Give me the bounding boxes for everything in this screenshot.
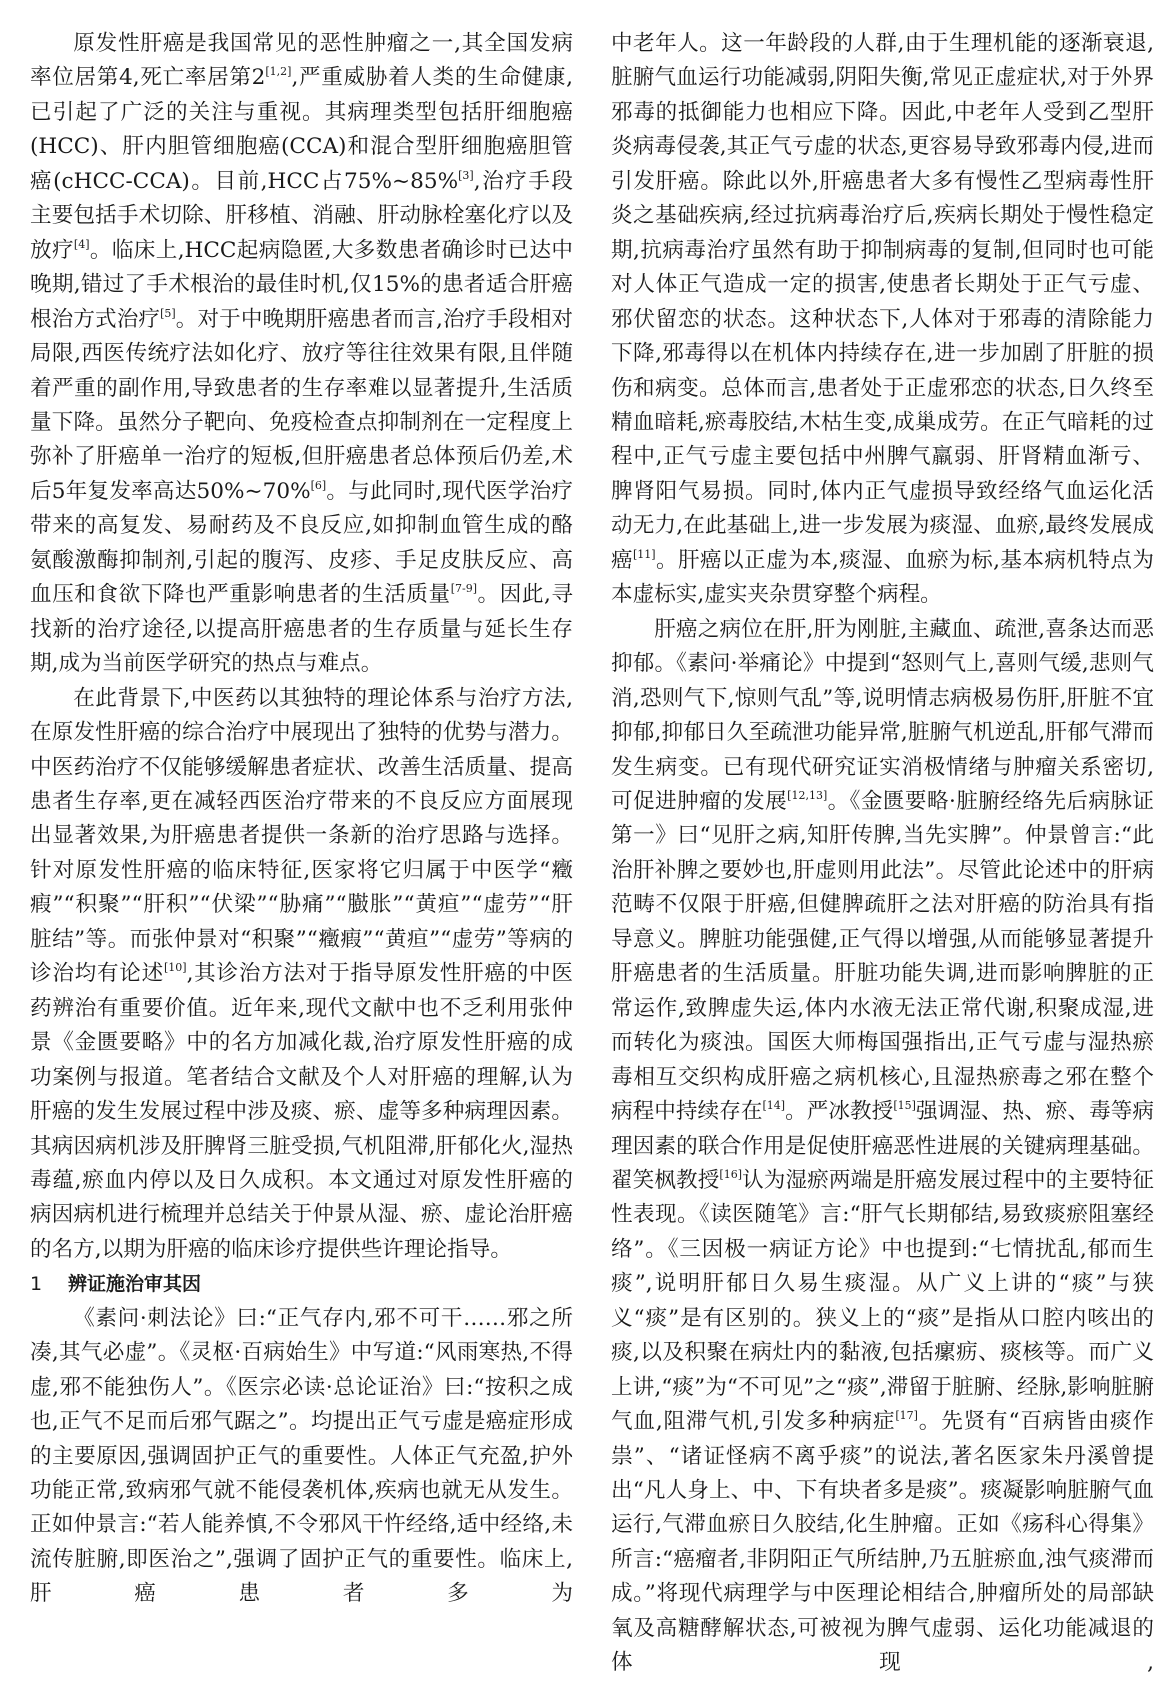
citation-ref: [10] [163,961,187,975]
body-paragraph [30,27,573,682]
text-run: 中老年人。这一年龄段的人群,由于生理机能的逐渐衰退,脏腑气血运行功能减弱,阴阳失衡,常见正虚症状,对于外界邪毒的抵御能力也相应下降。因此,中老年人受到乙型肝炎病毒侵袭,其正气亏虚的状态,更容易导致邪毒内侵,进而引发肝癌。除此以外,肝癌患者大多有慢性乙型病毒性肝炎之基础疾病,经过抗病毒治疗后,疾病长期处于慢性稳定期,抗病毒治疗虽然有助于抑制病毒的复制,但同时也可能对人体正气造成一定的损害,使患者长期处于正气亏虚、邪伏留恋的状态。这种状态下,人体对于邪毒的清除能力下降,邪毒得以在机体内持续存在,进一步加剧了肝脏的损伤和病变。总体而言,患者处于正虚邪恋的状态,日久终至精血暗耗,瘀毒胶结,木枯生变,成巢成劳。在正气暗耗的过程中,正气亏虚主要包括中州脾气羸弱、肝肾精血渐亏、脾肾阳气易损。同时,体内正气虚损导致经络气血运化活动无力,在此基础上,进一步发展为痰湿、血瘀,最终发展成癌 [611,31,1154,573]
text-run: 。先贤有“百病皆由痰作祟”、“诸证怪病不离乎痰”的说法,著名医家朱丹溪曾提出“凡人身上、中、下有块者多是痰”。痰凝影响脏腑气血运行,气滞血瘀日久胶结,化生肿瘤。正如《疡科心得集》所言:“癌瘤者,非阴阳正气所结肿,乃五脏瘀血,浊气痰滞而成。”将现代病理学与中医理论相结合,肿瘤所处的局部缺氧及高糖酵解状态,可被视为脾气虚弱、运化功能减退的体现, [611,1409,1154,1676]
section-number: 1 [30,1273,43,1296]
body-paragraph [30,682,573,1268]
citation-ref: [5] [160,306,176,320]
right-column [611,27,1154,1681]
text-run: 在此背景下,中医药以其独特的理论体系与治疗方法,在原发性肝癌的综合治疗中展现出了独特的优势与潜力。中医药治疗不仅能够缓解患者症状、改善生活质量、提高患者生存率,更在减轻西医治疗带来的不良反应方面展现出显著效果,为肝癌患者提供一条新的治疗思路与选择。针对原发性肝癌的临床特征,医家将它归属于中医学“癥瘕”“积聚”“肝积”“伏梁”“胁痛”“臌胀”“黄疸”“虚劳”“肝脏结”等。而张仲景对“积聚”“癥瘕”“黄疸”“虚劳”等病的诊治均有论述 [30,685,573,987]
text-run: 。对于中晚期肝癌患者而言,治疗手段相对局限,西医传统疗法如化疗、放疗等往往效果有限,且伴随着严重的副作用,导致患者的生存率难以显著提升,生活质量下降。虽然分子靶向、免疫检查点抑制剂在一定程度上弥补了肝癌单一治疗的短板,但肝癌患者总体预后仍差,术后5年复发率高达50%~70% [30,306,573,504]
section-heading [30,1267,573,1301]
text-run: 。与此同时,现代医学治疗带来的高复发、易耐药及不良反应,如抑制血管生成的酪氨酸激酶抑制剂,引起的腹泻、皮疹、手足皮肤反应、高血压和食欲下降也严重影响患者的生活质量 [30,478,573,608]
citation-ref: [12,13] [787,788,828,802]
text-run: ,严重威胁着人类的生命健康,已引起了广泛的关注与重视。其病理类型包括肝细胞癌(HCC)、肝内胆管细胞癌(CCA)和混合型肝细胞癌胆管癌(cHCC-CCA)。目前,HCC占75%~85% [30,65,573,194]
citation-ref: [14] [762,1099,786,1113]
text-run: ,治疗手段主要包括手术切除、肝移植、消融、肝动脉栓塞化疗以及放疗 [30,168,573,263]
text-run: 肝癌之病位在肝,肝为刚脏,主藏血、疏泄,喜条达而恶抑郁。《素问·举痛论》中提到“怒则气上,喜则气缓,悲则气消,恐则气下,惊则气乱”等,说明情志病极易伤肝,肝脏不宜抑郁,抑郁日久至疏泄功能异常,脏腑气机逆乱,肝郁气滞而发生病变。已有现代研究证实消极情绪与肿瘤关系密切,可促进肿瘤的发展 [611,616,1154,814]
text-run: 。《金匮要略·脏腑经络先后病脉证第一》曰“见肝之病,知肝传脾,当先实脾”。仲景曾言:“此治肝补脾之要妙也,肝虚则用此法”。尽管此论述中的肝病范畴不仅限于肝癌,但健脾疏肝之法对肝癌的防治具有指导意义。脾脏功能强健,正气得以增强,从而能够显著提升肝癌患者的生活质量。肝脏功能失调,进而影响脾脏的正常运作,致脾虚失运,体内水液无法正常代谢,积聚成湿,进而转化为痰浊。国医大师梅国强指出,正气亏虚与湿热瘀毒相互交织构成肝癌之病机核心,且湿热瘀毒之邪在整个病程中持续存在 [611,788,1154,1125]
left-column [30,27,573,1612]
citation-ref: [15] [893,1099,916,1113]
text-run: 。严冰教授 [785,1099,894,1125]
body-paragraph [611,27,1154,613]
section-title: 辨证施治审其因 [68,1273,202,1296]
citation-ref: [1,2] [265,65,292,79]
text-run: ,其诊治方法对于指导原发性肝癌的中医药辨治有重要价值。近年来,现代文献中也不乏利用张仲景《金匮要略》中的名方加减化裁,治疗原发性肝癌的成功案例与报道。笔者结合文献及个人对肝癌的理解,认为肝癌的发生发展过程中涉及痰、瘀、虚等多种病理因素。其病因病机涉及肝脾肾三脏受损,气机阻滞,肝郁化火,湿热毒蕴,瘀血内停以及日久成积。本文通过对原发性肝癌的病因病机进行梳理并总结关于仲景从湿、瘀、虚论治肝癌的名方,以期为肝癌的临床诊疗提供些许理论指导。 [30,961,573,1262]
body-paragraph [611,613,1154,1681]
text-run: 。临床上,HCC起病隐匿,大多数患者确诊时已达中晚期,错过了手术根治的最佳时机,仅15%的患者适合肝癌根治方式治疗 [30,237,573,332]
text-run: 。肝癌以正虚为本,痰湿、血瘀为标,基本病机特点为本虚标实,虚实夹杂贯穿整个病程。 [611,547,1154,608]
citation-ref: [4] [73,237,90,251]
text-run: 强调湿、热、瘀、毒等病理因素的联合作用是促使肝癌恶性进展的关键病理基础。翟笑枫教授 [611,1099,1154,1193]
citation-ref: [6] [310,478,327,492]
text-run: 。因此,寻找新的治疗途径,以提高肝癌患者的生存质量与延长生存期,成为当前医学研究的热点与难点。 [30,582,573,677]
text-run: 《素问·刺法论》曰:“正气存内,邪不可干……邪之所凑,其气必虚”。《灵枢·百病始生》中写道:“风雨寒热,不得虚,邪不能独伤人”。《医宗必读·总论证治》曰:“按积之成也,正气不足而后邪气踞之”。均提出正气亏虚是癌症形成的主要原因,强调固护正气的重要性。人体正气充盈,护外功能正常,致病邪气就不能侵袭机体,疾病也就无从发生。正如仲景言:“若人能养慎,不令邪风干忤经络,适中经络,未流传脏腑,即医治之”,强调了固护正气的重要性。临床上,肝癌患者多为 [30,1305,573,1607]
citation-ref: [17] [895,1409,918,1423]
citation-ref: [7-9] [450,582,477,596]
body-paragraph [30,1302,573,1612]
citation-ref: [16] [719,1167,743,1181]
text-run: 认为湿瘀两端是肝癌发展过程中的主要特征性表现。《读医随笔》言:“肝气长期郁结,易致痰瘀阻塞经络”。《三因极一病证方论》中也提到:“七情扰乱,郁而生痰”,说明肝郁日久易生痰湿。从广义上讲的“痰”与狭义“痰”是有区别的。狭义上的“痰”是指从口腔内咳出的痰,以及积聚在病灶内的黏液,包括瘰疬、痰核等。而广义上讲,“痰”为“不可见”之“痰”,滞留于脏腑、经脉,影响脏腑气血,阻滞气机,引发多种病症 [611,1167,1154,1435]
citation-ref: [11] [633,547,656,561]
citation-ref: [3] [458,168,474,182]
text-run: 原发性肝癌是我国常见的恶性肿瘤之一,其全国发病率位居第4,死亡率居第2 [30,31,573,91]
